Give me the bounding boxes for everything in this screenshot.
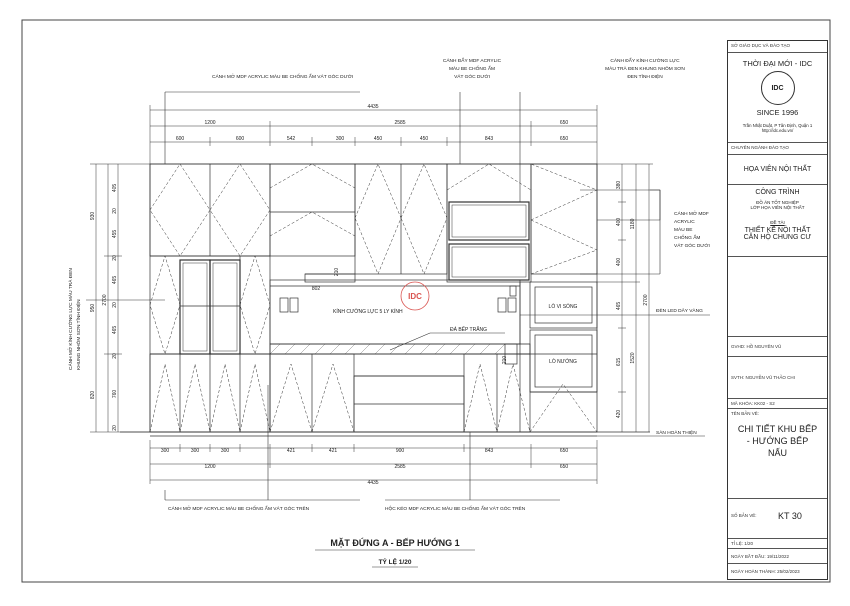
svg-text:IDC: IDC [408, 292, 422, 301]
dim-left-i7: 465 [112, 325, 118, 335]
topic-line-2: CĂN HỘ CHUNG CƯ [743, 234, 812, 241]
dim-right-i6: 420 [616, 409, 622, 419]
ann-top-2b: MÀU BE CHỐNG ẨM [448, 67, 496, 72]
dim-top-r3-7: 843 [484, 136, 494, 142]
ann-glass: KÍNH CƯỜNG LỰC 5 LY KÍNH [333, 309, 403, 315]
dim-right-i4: 465 [616, 301, 622, 311]
major-cell [728, 155, 827, 185]
dim-top-r3-4: 300 [335, 136, 345, 142]
annotations [67, 57, 710, 512]
dim-bot-r1-1: 300 [160, 448, 170, 454]
topic-line-1: THIẾT KẾ NỘI THẤT [744, 227, 811, 234]
dim-left-total: 2700 [102, 294, 108, 306]
dim-left-i5: 465 [112, 275, 118, 285]
sheet-name-label: TÊN BẢN VẼ: [731, 411, 760, 416]
ann-top-3b: MÀU TRÀ ĐEN KHUNG NHÔM SƠN [605, 67, 685, 72]
ann-top-3c: ĐEN TĨNH ĐIỆN [627, 75, 663, 80]
ann-bottom-2: HỘC KÉO MDF ACRYLIC MÀU BE CHỐNG ẨM VÁT GÓC TRÊN [385, 507, 526, 512]
course: MÃ KHÓA: KK02 - S2 [731, 401, 775, 406]
dim-top-r3-5: 450 [373, 136, 383, 142]
dim-left-i10: 20 [112, 425, 118, 431]
scale: TỈ LỆ: 1/20 [731, 541, 754, 546]
ann-top-2c: VÁT GÓC DƯỚI [454, 75, 490, 80]
sheet-name-cell [728, 409, 827, 499]
dim-right-o1: 1180 [630, 218, 636, 230]
project-line-1: ĐỒ ÁN TỐT NGHIỆP [756, 200, 799, 205]
project-label: CÔNG TRÌNH [755, 189, 800, 196]
sheet-border [22, 20, 830, 582]
dim-top-r2-1: 1200 [204, 120, 216, 126]
start-date-cell [728, 549, 827, 564]
end-date: NGÀY HOÀN THÀNH: 25/02/2023 [731, 569, 800, 574]
ann-stone: ĐÁ BẾP TRẮNG [450, 327, 488, 333]
dim-bot-r1-3: 300 [220, 448, 230, 454]
ann-bottom-1: CÁNH MỞ MDF ACRYLIC MÀU BE CHỐNG ẨM VÁT GÓC TRÊN [168, 507, 310, 512]
since: SINCE 1996 [756, 108, 799, 117]
dim-left-i8: 20 [112, 353, 118, 359]
dim-top-r2-3: 650 [559, 120, 569, 126]
dim-bot-r1-7: 843 [484, 448, 494, 454]
dim-top-total: 4435 [367, 104, 379, 110]
dim-left-i2: 20 [112, 208, 118, 214]
student-cell [728, 357, 827, 399]
ann-left-b: KHUNG NHÔM SƠN TĨNH ĐIỆN [77, 299, 82, 370]
address: Trần Nhật Duật, P Tân Định, Quận 1 [742, 123, 813, 128]
dimension-labels [90, 104, 649, 486]
dim-left-i1: 405 [112, 183, 118, 193]
dim-left-i4: 20 [112, 255, 118, 261]
ann-top-3a: CÁNH ĐẨY KÍNH CƯỜNG LỰC [610, 59, 680, 64]
dim-right-i3: 400 [616, 257, 622, 267]
ann-right-1d: CHỐNG ẨM [674, 236, 701, 241]
sheet-no-label: SỐ BẢN VẼ: [731, 513, 757, 518]
dim-right-total: 2700 [643, 294, 649, 306]
sheet-no: KT 30 [778, 511, 802, 521]
topic-label: ĐỀ TÀI [770, 220, 785, 225]
dim-bot-r1-5: 421 [328, 448, 338, 454]
drawing-title: MẶT ĐỨNG A - BẾP HƯỚNG 1 [330, 538, 460, 548]
dim-top-r3-6: 450 [419, 136, 429, 142]
dim-right-i5: 615 [616, 357, 622, 367]
ann-right-1c: MÀU BE [674, 228, 693, 233]
school-cell [728, 53, 827, 143]
sheet-name-line-1: CHI TIẾT KHU BẾP [737, 424, 818, 434]
scale-cell [728, 539, 827, 549]
ann-floor: SÀN HOÀN THIỆN [656, 431, 697, 436]
sheet-name-line-3: NẤU [767, 448, 787, 458]
dim-top-r3-3: 542 [286, 136, 296, 142]
instructor: GVHD: HỒ NGUYÊN VŨ [731, 344, 782, 349]
dim-bot-r1-8: 650 [559, 448, 569, 454]
title-block [727, 40, 828, 580]
ann-microwave: LÒ VI SÓNG [548, 304, 578, 310]
end-date-cell [728, 564, 827, 579]
dim-bot-r2-3: 650 [559, 464, 569, 470]
start-date: NGÀY BẮT ĐẦU: 19/11/2022 [731, 554, 790, 559]
student: SVTH: NGUYỄN VŨ THẢO CHI [731, 375, 795, 380]
school-logo: IDC [761, 71, 795, 105]
dim-left-i6: 20 [112, 302, 118, 308]
instructor-cell [728, 337, 827, 357]
project-line-2: LỚP HỌA VIÊN NỘI THẤT [750, 205, 805, 210]
dim-left-i9: 760 [112, 389, 118, 399]
school-name: THỜI ĐẠI MỚI - IDC [742, 59, 813, 68]
dim-bot-r1-4: 421 [286, 448, 296, 454]
ann-top-1: CÁNH MỞ MDF ACRYLIC MÀU BE CHỐNG ẨM VÁT GÓC DƯỚI [212, 75, 354, 80]
dim-top-r3-2: 600 [235, 136, 245, 142]
sheet-no-cell [728, 499, 827, 539]
dim-bot-r1-6: 900 [395, 448, 405, 454]
website: http://idc.edu.vn/ [761, 128, 794, 133]
course-cell [728, 399, 827, 409]
dim-top-r3-8: 650 [559, 136, 569, 142]
ministry: SỞ GIÁO DỤC VÀ ĐÀO TẠO [731, 43, 791, 48]
ministry-cell [728, 41, 827, 53]
dim-left-i3: 455 [112, 229, 118, 239]
ann-right-1e: VÁT GÓC DƯỚI [674, 244, 710, 249]
dim-hood: 802 [311, 286, 321, 292]
major-label: CHUYÊN NGÀNH ĐÀO TẠO [731, 145, 789, 150]
dim-top-r2-2: 2585 [394, 120, 406, 126]
dim-small-2: 210 [502, 355, 508, 365]
ann-left-a: CÁNH MỞ KÍNH CƯỜNG LỰC MÀU TRÀ ĐEN [69, 268, 74, 370]
dim-right-i1: 380 [616, 180, 622, 190]
major-label-cell [728, 143, 827, 155]
ann-led: ĐÈN LED DÂY VÀNG [656, 309, 703, 314]
dim-bot-r2-2: 2585 [394, 464, 406, 470]
dim-left-o3: 820 [90, 390, 96, 400]
ann-right-1b: ACRYLIC [674, 220, 695, 225]
ann-oven: LÒ NƯỚNG [549, 359, 577, 365]
elevation [86, 92, 710, 500]
dim-left-o1: 930 [90, 211, 96, 221]
sheet-name-line-2: - HƯỚNG BẾP [746, 436, 809, 446]
ann-top-2a: CÁNH ĐẨY MDF ACRYLIC [442, 59, 502, 64]
dim-small-1: 210 [334, 267, 340, 277]
ann-right-1a: CÁNH MỞ MDF [674, 212, 709, 217]
dim-bot-r2-1: 1200 [204, 464, 216, 470]
dim-bot-r1-2: 300 [190, 448, 200, 454]
dim-right-o2: 1520 [630, 352, 636, 364]
drawing-scale: TỶ LỆ 1/20 [378, 559, 412, 566]
major: HỌA VIÊN NỘI THẤT [743, 166, 812, 173]
dim-bot-total: 4435 [367, 480, 379, 486]
dim-top-r3-1: 600 [175, 136, 185, 142]
project-cell [728, 185, 827, 257]
dim-right-i2: 400 [616, 217, 622, 227]
blank-cell [728, 257, 827, 337]
dim-left-o2: 950 [90, 303, 96, 313]
